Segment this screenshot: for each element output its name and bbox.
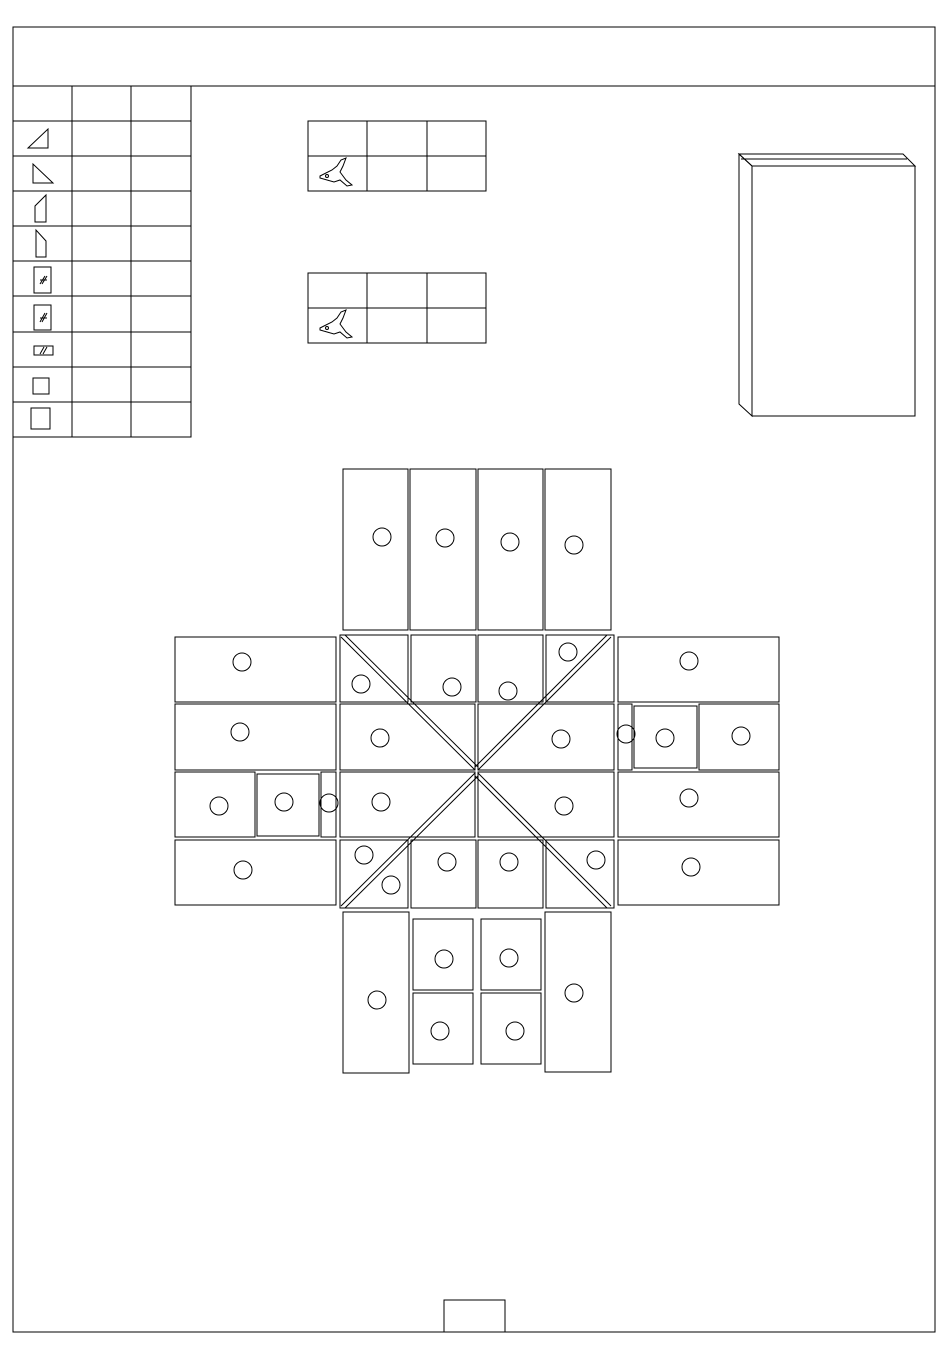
tile-piece	[340, 772, 475, 837]
spacer-clip-marker	[500, 853, 518, 871]
spacer-clip-marker	[231, 723, 249, 741]
spacer-clip-marker	[680, 652, 698, 670]
spacer-clip-marker	[506, 1022, 524, 1040]
tile-piece	[175, 704, 336, 770]
tall-rect-hatched-icon	[34, 305, 51, 330]
page-number-box	[444, 1300, 505, 1332]
tile-piece	[699, 704, 779, 770]
tile-piece	[410, 469, 476, 630]
tile-piece	[411, 635, 476, 702]
spacer-clip-marker	[587, 851, 605, 869]
spacer-clip-marker	[438, 853, 456, 871]
spacer-clip-marker	[371, 729, 389, 747]
spacer-clip-marker	[368, 991, 386, 1009]
tile-piece	[413, 993, 473, 1064]
spacer-clip-marker	[501, 533, 519, 551]
spacer-clip-marker	[234, 861, 252, 879]
tile-piece	[175, 840, 336, 905]
spacer-clip-icon	[320, 310, 352, 338]
right-triangle-left-icon	[28, 129, 48, 148]
tile-piece	[411, 840, 476, 908]
spacer-clip-marker	[559, 643, 577, 661]
spacer-clip-marker	[435, 950, 453, 968]
parts-legend-table	[13, 86, 191, 437]
spacer-clip-marker	[682, 858, 700, 876]
tile-piece	[618, 704, 632, 770]
tile-piece	[545, 469, 611, 630]
tile-piece	[478, 635, 543, 702]
spacer-clip-marker	[275, 793, 293, 811]
diagonal-cut-line	[475, 776, 607, 908]
small-square-icon	[33, 378, 49, 394]
tile-piece	[546, 840, 614, 908]
spacer-clip-marker	[443, 678, 461, 696]
trapezoid-right-icon	[36, 230, 46, 257]
spacer-clip-marker	[499, 682, 517, 700]
spacer-clip-marker	[352, 675, 370, 693]
spacer-clip-marker	[436, 529, 454, 547]
spacer-clip-marker	[431, 1022, 449, 1040]
tall-rect-hatched-icon	[34, 267, 51, 293]
trapezoid-left-icon	[35, 195, 46, 222]
tile-layout-plan	[175, 469, 779, 1073]
tile-piece	[545, 912, 611, 1072]
tile-piece	[175, 637, 336, 702]
tile-piece	[321, 772, 336, 837]
spacer-clip-marker	[555, 797, 573, 815]
tile-piece	[478, 840, 543, 908]
tile-box-icon	[739, 154, 915, 416]
spacer-clip-marker	[565, 536, 583, 554]
spacer-clip-marker	[565, 984, 583, 1002]
spacer-clip-marker	[732, 727, 750, 745]
page-frame	[13, 27, 935, 1332]
tile-piece	[343, 912, 409, 1073]
square-icon	[31, 408, 50, 429]
spacer-clip-marker	[320, 794, 338, 812]
spacer-clip-marker	[382, 876, 400, 894]
tile-piece	[343, 469, 408, 630]
spacer-clip-marker	[373, 528, 391, 546]
tile-piece	[340, 704, 475, 770]
tile-piece	[257, 774, 319, 836]
clip-table-1	[308, 121, 486, 191]
tile-piece	[175, 772, 255, 837]
spacer-clip-marker	[233, 653, 251, 671]
flat-rect-hatched-icon	[34, 346, 53, 355]
spacer-clip-marker	[210, 797, 228, 815]
clip-table-2	[308, 273, 486, 343]
tile-piece	[340, 635, 408, 702]
spacer-clip-marker	[372, 793, 390, 811]
right-triangle-right-icon	[33, 164, 53, 183]
spacer-clip-marker	[552, 730, 570, 748]
tile-piece	[618, 637, 779, 702]
spacer-clip-marker	[656, 729, 674, 747]
tile-piece	[478, 704, 614, 770]
tile-piece	[481, 993, 541, 1064]
tile-piece	[481, 919, 541, 990]
spacer-clip-marker	[680, 789, 698, 807]
tile-piece	[634, 706, 697, 768]
tile-piece	[413, 919, 473, 990]
tile-piece	[478, 772, 614, 837]
diagonal-cut-line	[475, 635, 607, 767]
tile-piece	[618, 772, 779, 837]
tile-piece	[478, 469, 543, 630]
spacer-clip-icon	[320, 158, 352, 186]
spacer-clip-marker	[355, 846, 373, 864]
spacer-clip-marker	[500, 949, 518, 967]
